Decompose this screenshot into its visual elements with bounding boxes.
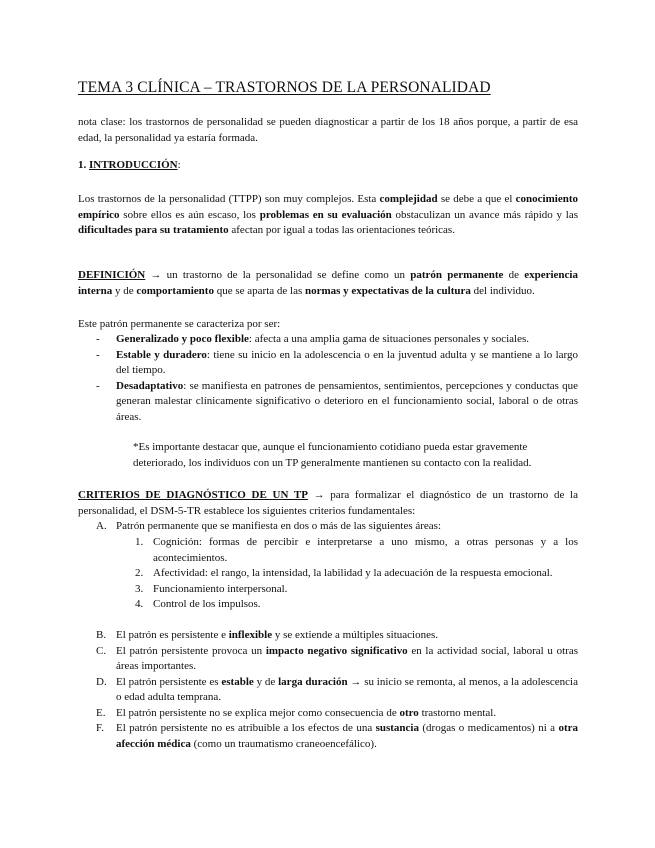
- list-item: [135, 582, 578, 598]
- criteria-a: [96, 519, 578, 535]
- para-text: afectan por igual a todas las orientaciones teóricas.: [228, 224, 455, 236]
- list-marker: 4.: [135, 598, 144, 610]
- list-item: [96, 628, 578, 644]
- item-text: y de: [253, 675, 279, 688]
- item-text: Patrón permanente que se manifiesta en dos o más de las siguientes áreas:: [116, 520, 442, 532]
- list-item: [135, 535, 578, 566]
- para-bold: normas y expectativas de la cultura: [304, 284, 471, 297]
- list-marker: E.: [96, 706, 106, 719]
- intro-note: nota clase: los trastornos de personalidad se pueden diagnosticar a partir de los 18 años porque, a partir de esa edad, la personalidad ya estaría formada.: [78, 116, 578, 144]
- para-text: → un trastorno de la personalidad se define como un: [145, 269, 411, 281]
- list-item: [96, 379, 578, 426]
- list-marker: F.: [96, 722, 104, 734]
- item-bold: Desadaptativo: [116, 379, 184, 392]
- item-bold: Estable y duradero: [116, 348, 207, 361]
- para-text: y de: [112, 284, 137, 297]
- dash-marker: -: [96, 333, 100, 345]
- criteria-a-sublist: [135, 535, 578, 613]
- list-item: [96, 644, 578, 675]
- para-text: del individuo.: [470, 284, 535, 297]
- item-text: El patrón persistente no se explica mejor como consecuencia de: [116, 706, 400, 719]
- item-text: El patrón persistente es: [116, 675, 222, 688]
- list-item: [96, 519, 578, 535]
- para-bold: comportamiento: [136, 284, 214, 297]
- item-bold: otra afección médica: [116, 722, 578, 750]
- para-text: de: [503, 269, 525, 281]
- para-text: se debe a que el: [437, 193, 516, 205]
- item-bold: Generalizado y poco flexible: [116, 333, 249, 345]
- list-marker: B.: [96, 629, 107, 641]
- section-title: INTRODUCCIÓN: [89, 159, 178, 171]
- item-bold: impacto negativo significativo: [265, 644, 408, 657]
- para-bold: patrón permanente: [410, 269, 504, 281]
- item-text: y se extiende a múltiples situaciones.: [272, 629, 438, 641]
- section-number: 1.: [78, 159, 87, 171]
- dash-marker: -: [96, 379, 100, 392]
- criteria-b-to-f: [96, 628, 578, 752]
- item-text: Cognición: formas de percibir e interpretarse a uno mismo, a otras personas y a los acontecimientos.: [153, 536, 578, 564]
- item-text: : tiene su inicio en la adolescencia o en la juventud adulta y se mantiene a lo largo del tiempo.: [116, 348, 578, 376]
- para-text: Los trastornos de la personalidad (TTPP) son muy complejos. Esta: [78, 193, 380, 205]
- item-text: en la actividad social, laboral u otras áreas importantes.: [116, 644, 578, 672]
- section-colon: :: [177, 159, 181, 171]
- item-text: trastorno mental.: [418, 706, 497, 719]
- definition-label: DEFINICIÓN: [78, 269, 146, 281]
- dash-marker: -: [96, 348, 100, 361]
- para-text: obstaculizan un avance más rápido y las: [391, 208, 578, 221]
- list-item: [135, 597, 578, 613]
- para-bold: dificultades para su tratamiento: [78, 224, 229, 236]
- item-bold: estable: [221, 675, 254, 688]
- item-bold: inflexible: [228, 629, 273, 641]
- list-marker: C.: [96, 644, 107, 657]
- list-item: [96, 675, 578, 706]
- item-text: → su inicio se remonta, al menos, a la adolescencia o edad adulta temprana.: [116, 675, 578, 703]
- item-text: El patrón es persistente e: [116, 629, 229, 641]
- para-text: que se aparta de las: [213, 284, 305, 297]
- list-marker: 2.: [135, 567, 144, 579]
- item-bold: sustancia: [375, 722, 419, 734]
- star-note: *Es importante destacar que, aunque el funcionamiento cotidiano pueda estar gravemente deteriorado, los individuos con un TP generalmente mantienen su contacto con la realidad.: [133, 441, 532, 469]
- characteristics-list: [96, 332, 578, 425]
- item-text: El patrón persistente no es atribuible a los efectos de una: [116, 722, 376, 734]
- para-bold: experiencia interna: [78, 269, 578, 297]
- item-text: Afectividad: el rango, la intensidad, la labilidad y la adecuación de la respuesta emocional.: [153, 567, 553, 579]
- list-marker: D.: [96, 675, 107, 688]
- criteria-intro: [78, 488, 578, 519]
- item-text: : afecta a una amplia gama de situaciones personales y sociales.: [248, 333, 529, 345]
- item-text: (drogas o medicamentos) ni a: [419, 722, 559, 734]
- item-text: Funcionamiento interpersonal.: [153, 582, 288, 595]
- list-item: [96, 706, 578, 722]
- para-bold: problemas en su evaluación: [259, 208, 392, 221]
- item-text: : se manifiesta en patrones de pensamientos, sentimientos, percepciones y conductas que generan malestar clínicamente significativo o deterioro en el funcionamiento social, laboral o de otras áreas.: [116, 379, 578, 423]
- item-bold: larga duración: [278, 675, 348, 688]
- section-heading-introduccion: [78, 158, 578, 174]
- list-item: [96, 721, 578, 752]
- definition-paragraph: [78, 268, 578, 299]
- criteria-label: CRITERIOS DE DIAGNÓSTICO DE UN TP: [78, 489, 308, 501]
- list-marker: 1.: [135, 536, 144, 548]
- item-text: Control de los impulsos.: [153, 598, 261, 610]
- para-text: sobre ellos es aún escaso, los: [119, 208, 260, 221]
- list-marker: A.: [96, 520, 107, 532]
- item-text: El patrón persistente provoca un: [116, 644, 266, 657]
- para-bold: conocimiento empírico: [78, 193, 578, 221]
- list-marker: 3.: [135, 582, 144, 595]
- list-item: [96, 348, 578, 379]
- characteristics-intro: Este patrón permanente se caracteriza por ser:: [78, 318, 281, 330]
- para-text: → para formalizar el diagnóstico de un trastorno de la personalidad, el DSM-5-TR establece los siguientes criterios fundamentales:: [78, 489, 578, 517]
- list-item: [96, 332, 578, 348]
- item-text: (como un traumatismo craneoencefálico).: [190, 737, 377, 750]
- item-bold: otro: [399, 706, 419, 719]
- list-item: [135, 566, 578, 582]
- para-bold: complejidad: [379, 193, 438, 205]
- intro-paragraph: [78, 192, 578, 239]
- page-title: TEMA 3 CLÍNICA – TRASTORNOS DE LA PERSONALIDAD: [78, 79, 491, 96]
